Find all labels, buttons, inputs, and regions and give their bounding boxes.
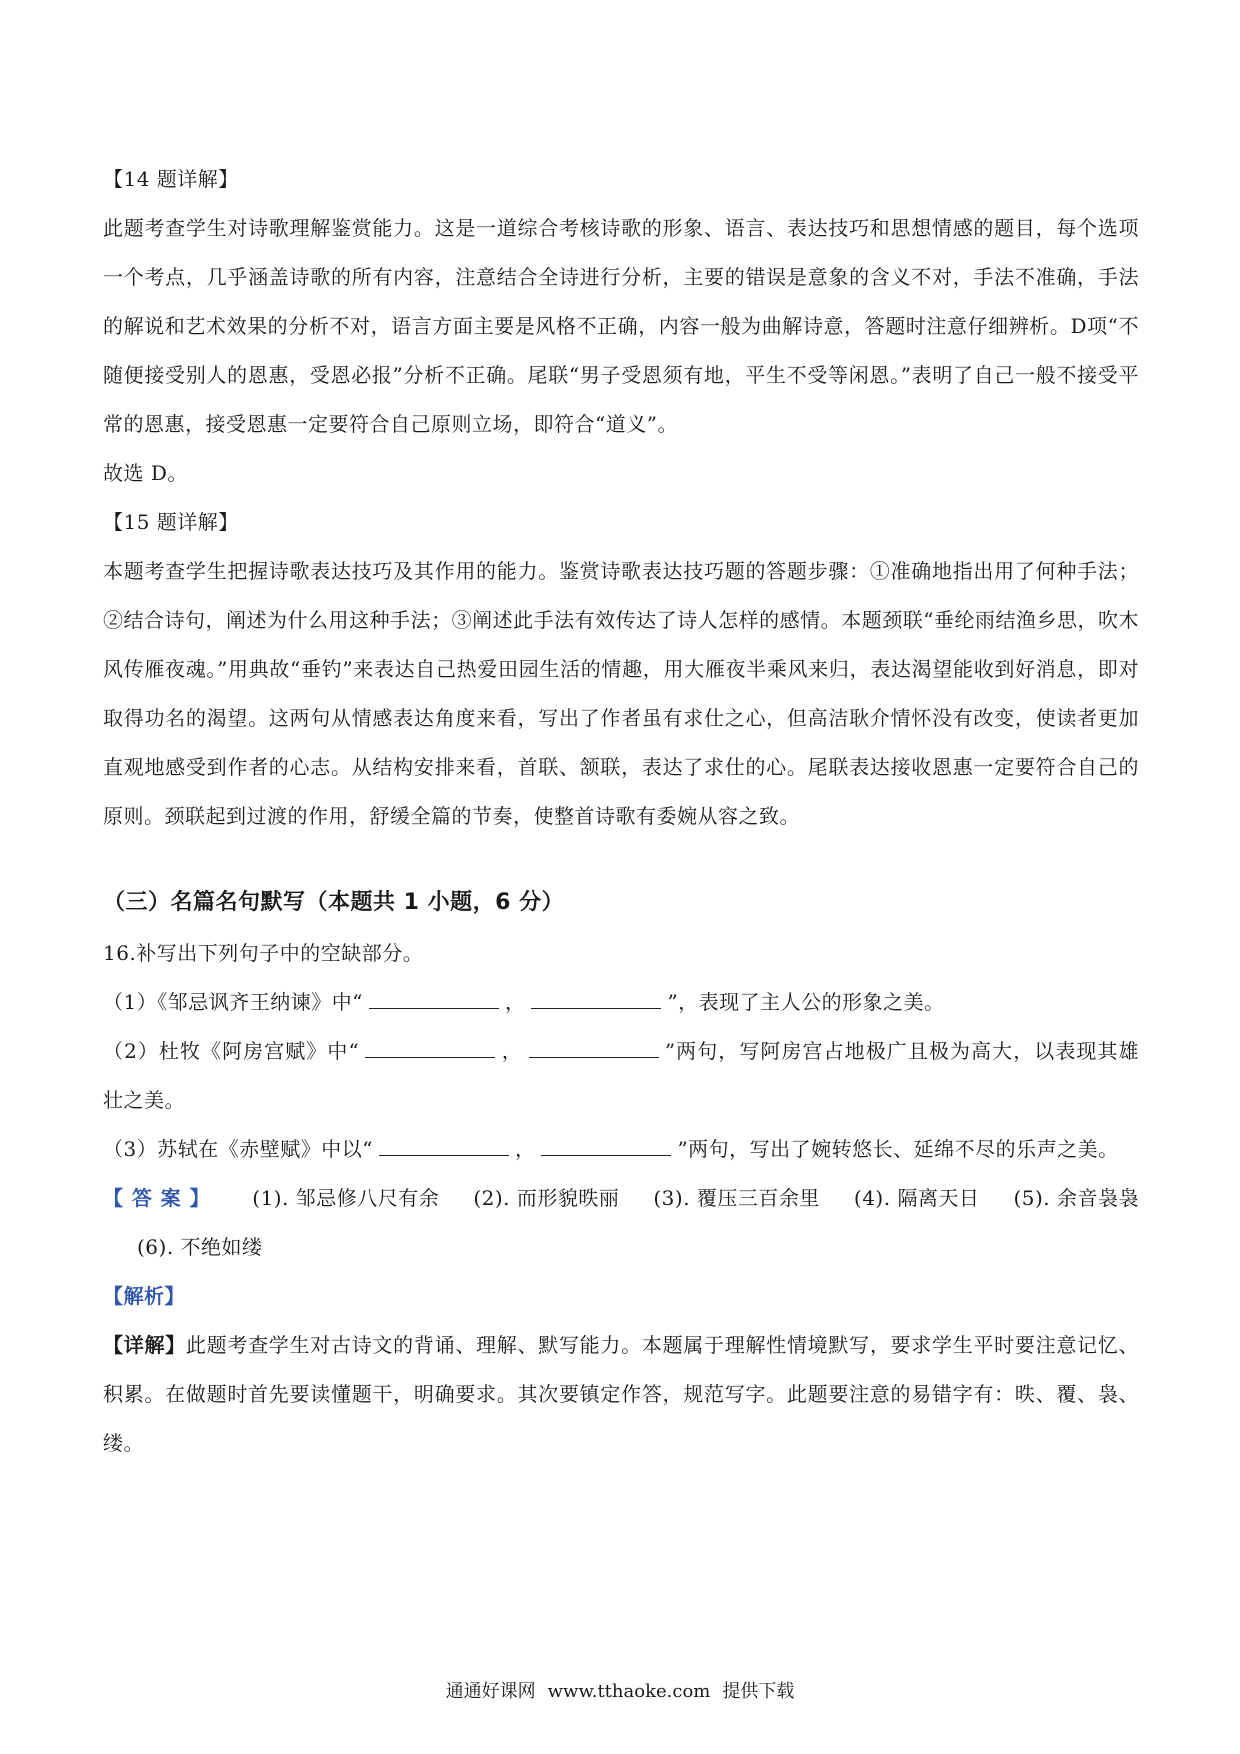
fill-blank-4	[529, 1035, 659, 1058]
footer-site-name: 通通好课网	[445, 1681, 536, 1702]
q16-item-3-pre: （3）苏轼在《赤壁赋》中以“	[103, 1137, 373, 1161]
fill-blank-1	[369, 986, 499, 1009]
q16-item-3-mid: ，	[514, 1137, 536, 1161]
q15-explanation: 本题考查学生把握诗歌表达技巧及其作用的能力。鉴赏诗歌表达技巧题的答题步骤：①准确地指出用了何种手法；②结合诗句，阐述为什么用这种手法；③阐述此手法有效传达了诗人怎样的感情。本题颈联“垂纶雨结渔乡思，吹木风传雁夜魂。”用典故“垂钓”来表达自己热爱田园生活的情趣，用大雁夜半乘风来归，表达渴望能收到好消息，即对取得功名的渴望。这两句从情感表达角度来看，写出了作者虽有求仕之心，但高洁耿介情怀没有改变，使读者更加直观地感受到作者的心志。从结构安排来看，首联、颔联，表达了求仕的心。尾联表达接收恩惠一定要符合自己的原则。颈联起到过渡的作用，舒缓全篇的节奏，使整首诗歌有委婉从容之致。	[103, 559, 1139, 828]
document-content	[103, 155, 1139, 1468]
fill-blank-5	[379, 1133, 509, 1156]
page-footer	[0, 1680, 1240, 1704]
answer-item-1: (1). 邹忌修八尺有余	[252, 1186, 440, 1210]
section-3-title: （三）名篇名句默写（本题共 1 小题，6 分）	[103, 890, 565, 915]
q16-item-1-mid: ，	[504, 990, 526, 1014]
q14-explanation: 此题考查学生对诗歌理解鉴赏能力。这是一道综合考核诗歌的形象、语言、表达技巧和思想情感的题目，每个选项一个考点，几乎涵盖诗歌的所有内容，注意结合全诗进行分析，主要的错误是意象的含义不对，手法不准确，手法的解说和艺术效果的分析不对，语言方面主要是风格不正确，内容一般为曲解诗意，答题时注意仔细辨析。D项“不随便接受别人的恩惠，受恩必报”分析不正确。尾联“男子受恩须有地，平生不受等闲恩。”表明了自己一般不接受平常的恩惠，接受恩惠一定要符合自己原则立场，即符合“道义”。	[103, 216, 1139, 436]
q15-heading: 【15 题详解】	[103, 510, 239, 534]
q16-detail	[103, 1321, 1139, 1468]
answer-item-6: (6). 不绝如缕	[137, 1235, 263, 1259]
q14-heading: 【14 题详解】	[103, 167, 239, 191]
detail-label: 【详解】	[103, 1333, 186, 1357]
q16-item-2-pre: （2）杜牧《阿房宫赋》中“	[103, 1039, 360, 1063]
q16-item-1	[103, 978, 1139, 1027]
analysis-label: 【解析】	[103, 1284, 185, 1308]
answer-item-3: (3). 覆压三百余里	[653, 1186, 820, 1210]
answer-item-2: (2). 而形貌昳丽	[473, 1186, 620, 1210]
q16-item-2-post: ”两句，写阿房宫占地极广且极为高大，以表现其雄壮之美。	[103, 1039, 1140, 1112]
q16-item-2-mid: ，	[501, 1039, 523, 1063]
answer-item-5: (5). 余音袅袅	[1013, 1186, 1139, 1210]
q16-answers	[103, 1174, 1139, 1272]
detail-body: 此题考查学生对古诗文的背诵、理解、默写能力。本题属于理解性情境默写，要求学生平时要注意记忆、积累。在做题时首先要读懂题干，明确要求。其次要镇定作答，规范写字。此题要注意的易错字有：昳、覆、袅、缕。	[103, 1333, 1140, 1455]
q16-item-1-post: ”，表现了主人公的形象之美。	[667, 990, 945, 1014]
q16-item-1-pre: （1）《邹忌讽齐王纳谏》中“	[103, 990, 363, 1014]
q16-prompt: 16.补写出下列句子中的空缺部分。	[103, 941, 424, 965]
q16-item-3	[103, 1125, 1139, 1174]
answer-label: 【答案】	[103, 1186, 219, 1210]
fill-blank-2	[531, 986, 661, 1009]
fill-blank-6	[541, 1133, 671, 1156]
footer-suffix: 提供下载	[722, 1681, 795, 1702]
answer-item-4: (4). 隔离天日	[853, 1186, 980, 1210]
fill-blank-3	[365, 1035, 495, 1058]
q16-item-2	[103, 1027, 1139, 1125]
q14-conclusion: 故选 D。	[103, 461, 188, 485]
footer-url[interactable]: www.tthaoke.com	[547, 1681, 711, 1702]
q16-item-3-post: ”两句，写出了婉转悠长、延绵不尽的乐声之美。	[677, 1137, 1119, 1161]
